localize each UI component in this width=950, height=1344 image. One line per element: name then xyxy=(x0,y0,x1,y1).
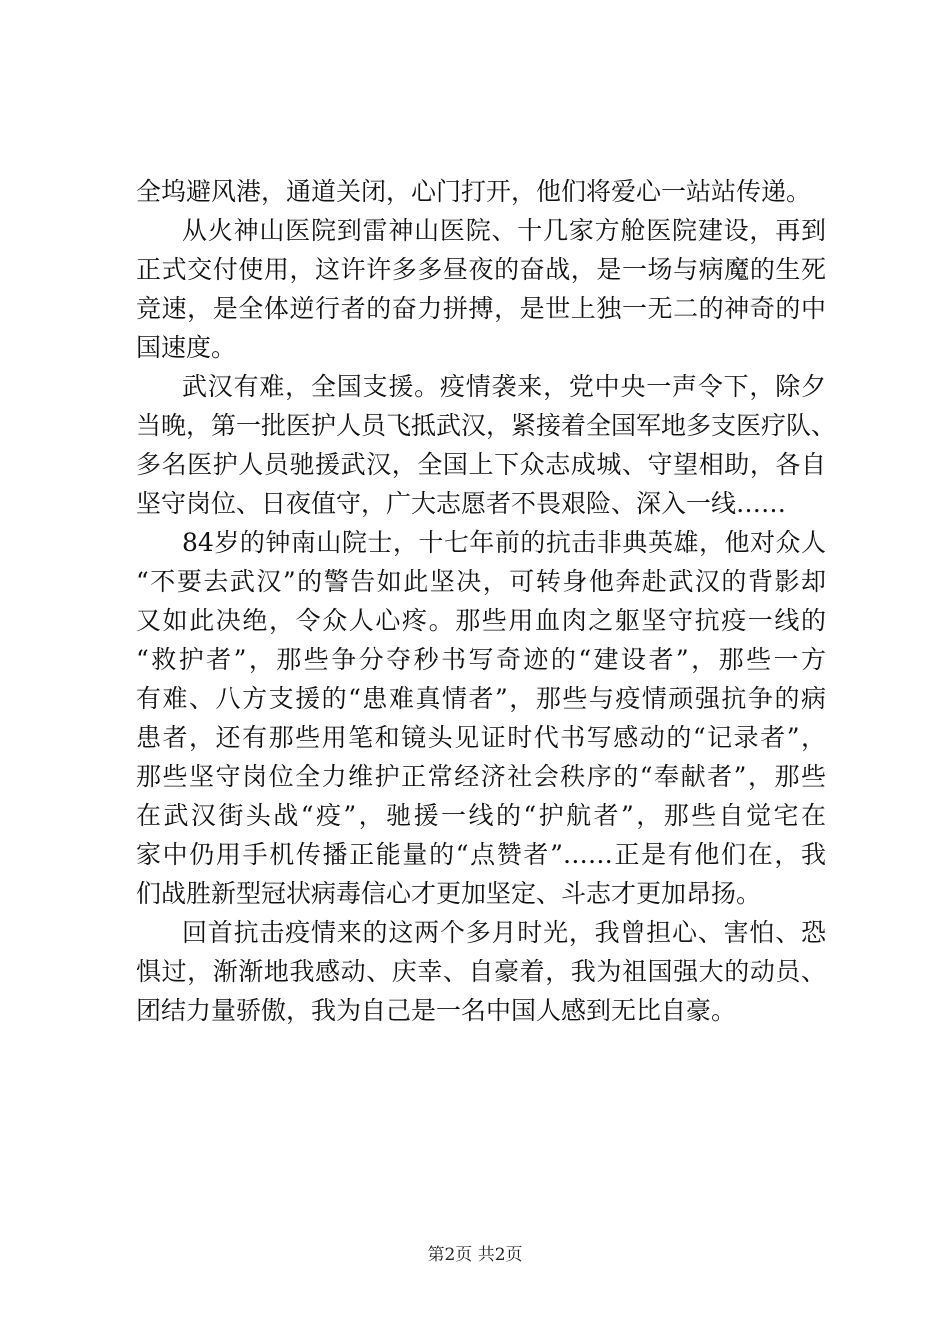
text-line: 从火神山医院到雷神山医院、十几家方舱医院建设，再到 xyxy=(182,216,826,245)
text-line: 竞速，是全体逆行者的奋力拼搏，是世上独一无二的神奇的中 xyxy=(136,294,826,323)
text-line: 惧过，渐渐地我感动、庆幸、自豪着，我为祖国强大的动员、 xyxy=(136,957,826,986)
text-line: 坚守岗位、日夜值守，广大志愿者不畏艰险、深入一线…… xyxy=(136,489,787,518)
page-footer xyxy=(0,1244,950,1266)
paragraph xyxy=(136,172,826,211)
document-body xyxy=(136,172,837,1030)
text-line: 武汉有难，全国支援。疫情袭来，党中央一声令下，除夕 xyxy=(182,372,826,401)
text-line: 当晚，第一批医护人员飞抵武汉，紧接着全国军地多支医疗队、 xyxy=(136,411,837,440)
text-line: 团结力量骄傲，我为自己是一名中国人感到无比自豪。 xyxy=(136,996,737,1025)
text-line: 84岁的钟南山院士，十七年前的抗击非典英雄，他对众人 xyxy=(182,528,826,557)
page-number-label: 第2页 共2页 xyxy=(427,1245,523,1265)
text-line: 在武汉街头战“疫”，驰援一线的“护航者”，那些自觉宅在 xyxy=(136,801,826,830)
text-line: 那些坚守岗位全力维护正常经济社会秩序的“奉献者”，那些 xyxy=(136,762,826,791)
text-line: 家中仍用手机传播正能量的“点赞者”……正是有他们在，我 xyxy=(136,840,826,869)
paragraph xyxy=(136,523,826,913)
text-line: 多名医护人员驰援武汉，全国上下众志成城、守望相助，各自 xyxy=(136,450,826,479)
paragraph xyxy=(136,211,826,367)
text-line: 回首抗击疫情来的这两个多月时光，我曾担心、害怕、恐 xyxy=(182,918,826,947)
text-line: 正式交付使用，这许许多多昼夜的奋战，是一场与病魔的生死 xyxy=(136,255,826,284)
text-line: 们战胜新型冠状病毒信心才更加坚定、斗志才更加昂扬。 xyxy=(136,879,762,908)
text-line: 全坞避风港，通道关闭，心门打开，他们将爱心一站站传递。 xyxy=(136,177,812,206)
text-line: 有难、八方支援的“患难真情者”，那些与疫情顽强抗争的病 xyxy=(136,684,826,713)
paragraph xyxy=(136,913,826,1030)
text-line: “救护者”，那些争分夺秒书写奇迹的“建设者”，那些一方 xyxy=(136,645,826,674)
text-line: 国速度。 xyxy=(136,333,237,362)
text-line: 又如此决绝，令众人心疼。那些用血肉之躯坚守抗疫一线的 xyxy=(136,606,826,635)
text-line: “不要去武汉”的警告如此坚决，可转身他奔赴武汉的背影却 xyxy=(136,567,826,596)
paragraph xyxy=(136,367,837,523)
text-line: 患者，还有那些用笔和镜头见证时代书写感动的“记录者”， xyxy=(136,723,826,752)
